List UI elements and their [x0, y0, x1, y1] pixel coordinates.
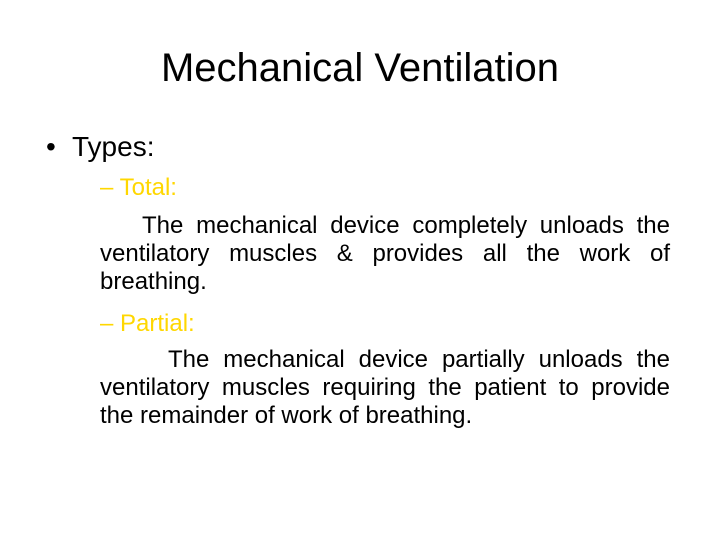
sub-item-label: Total: [119, 174, 177, 201]
sub-item-marker: – [100, 310, 114, 337]
sub-item-marker: – [100, 174, 114, 201]
sub-item-partial-label [100, 310, 195, 338]
sub-item-partial-description: The mechanical device partially unloads the ventilatory muscles requiring the patient to provide the remainder of work of breathing. [100, 346, 670, 429]
bullet-label: Types: [72, 131, 155, 162]
sub-item-total-label [100, 174, 177, 202]
sub-item-total-description: The mechanical device completely unloads the ventilatory muscles & provides all the work of breathing. [100, 212, 670, 295]
slide-title: Mechanical Ventilation [160, 46, 560, 90]
bullet-marker: • [46, 131, 56, 162]
sub-item-label: Partial: [120, 310, 195, 337]
bullet-types [46, 130, 154, 164]
